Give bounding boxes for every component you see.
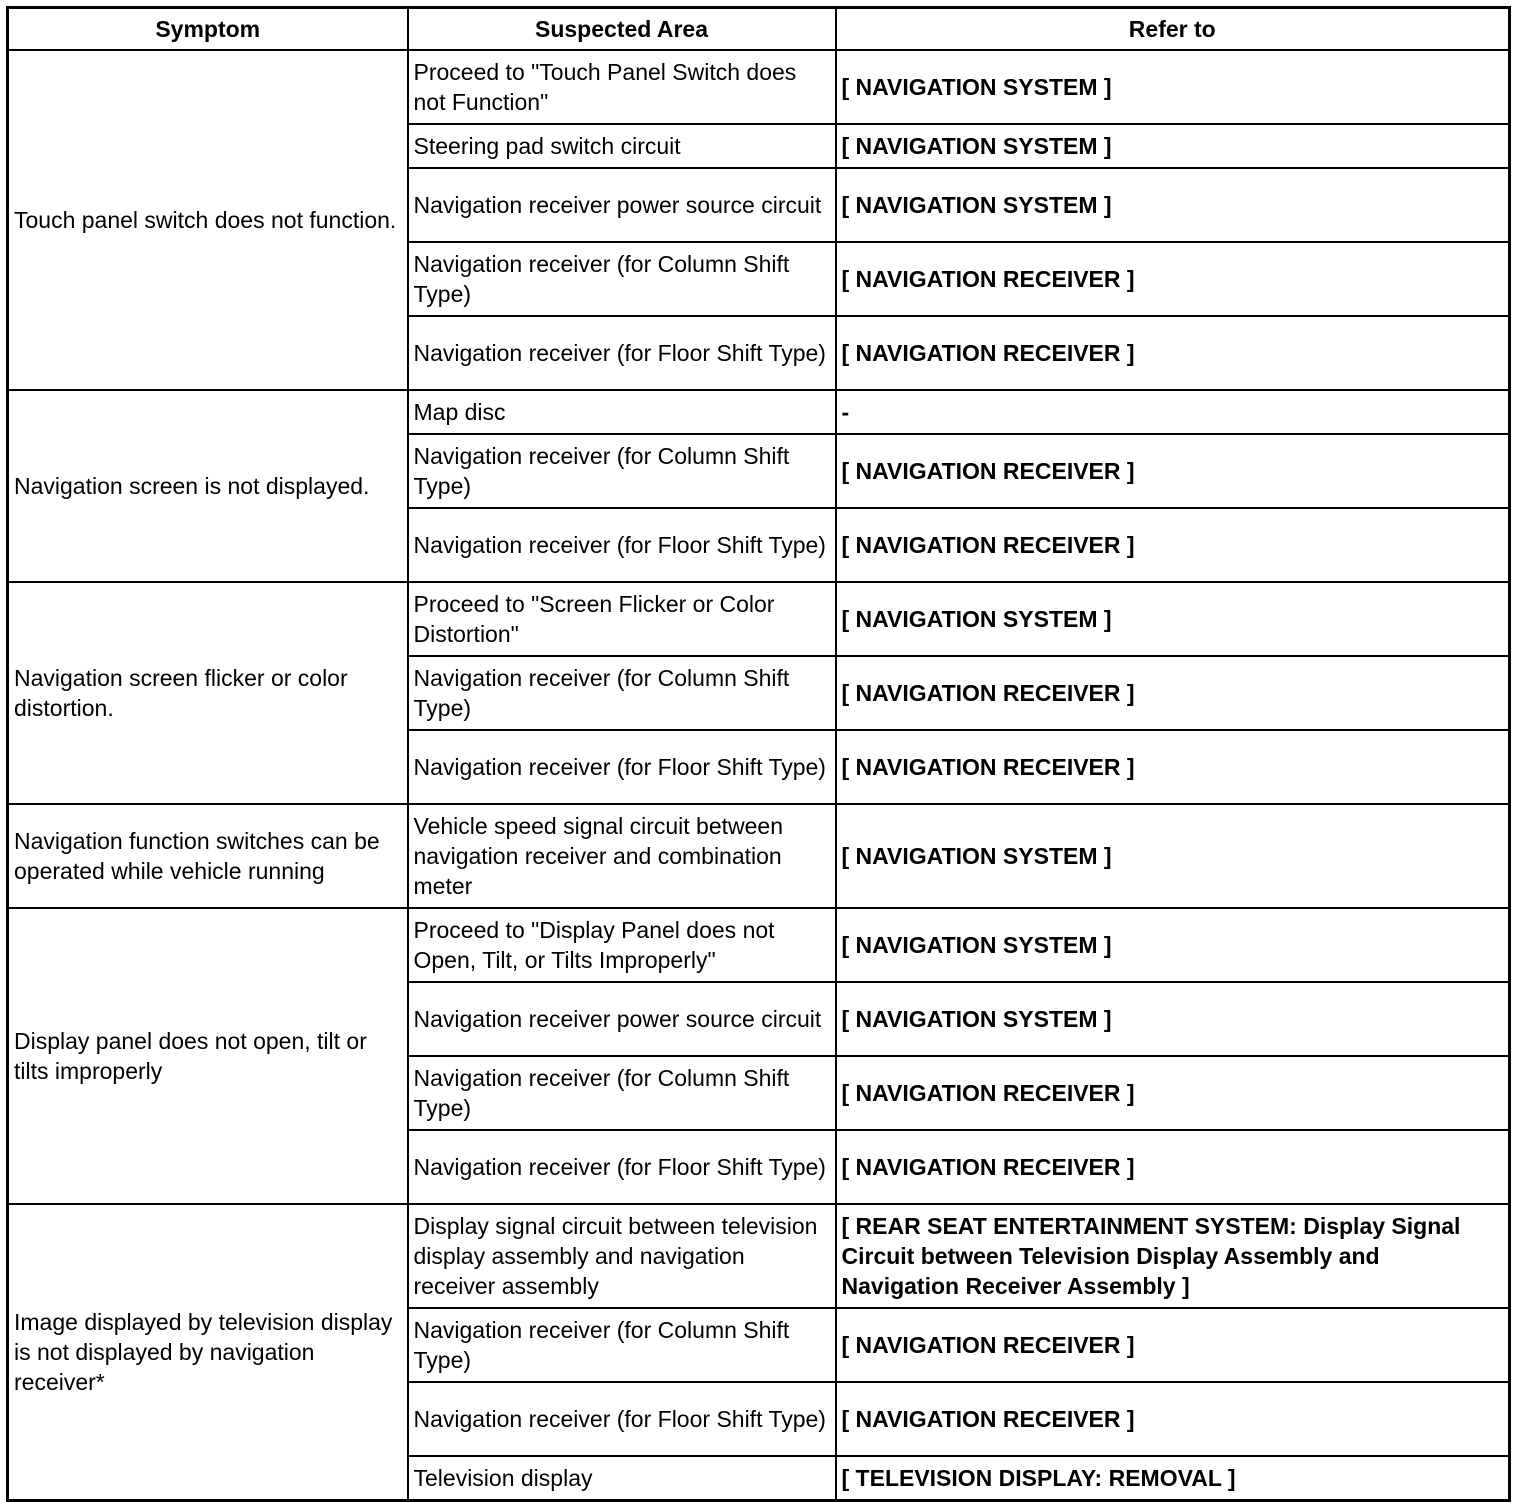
suspected-area-cell: Proceed to "Touch Panel Switch does not Function"	[408, 50, 836, 124]
refer-to-cell: [ NAVIGATION RECEIVER ]	[836, 508, 1510, 582]
refer-to-cell: -	[836, 390, 1510, 434]
suspected-area-cell: Navigation receiver (for Floor Shift Type)	[408, 730, 836, 804]
refer-to-cell: [ NAVIGATION SYSTEM ]	[836, 124, 1510, 168]
suspected-area-cell: Proceed to "Screen Flicker or Color Distortion"	[408, 582, 836, 656]
suspected-area-cell: Navigation receiver (for Floor Shift Type)	[408, 1130, 836, 1204]
suspected-area-cell: Navigation receiver (for Floor Shift Type)	[408, 1382, 836, 1456]
table-row	[8, 1204, 1510, 1308]
refer-to-cell: [ NAVIGATION RECEIVER ]	[836, 656, 1510, 730]
symptom-cell: Navigation screen flicker or color distortion.	[8, 582, 408, 804]
refer-to-cell: [ REAR SEAT ENTERTAINMENT SYSTEM: Display Signal Circuit between Television Display Assembly and Navigation Receiver Assembly ]	[836, 1204, 1510, 1308]
suspected-area-cell: Proceed to "Display Panel does not Open, Tilt, or Tilts Improperly"	[408, 908, 836, 982]
refer-to-cell: [ NAVIGATION SYSTEM ]	[836, 582, 1510, 656]
refer-to-cell: [ NAVIGATION RECEIVER ]	[836, 1308, 1510, 1382]
suspected-area-cell: Vehicle speed signal circuit between navigation receiver and combination meter	[408, 804, 836, 908]
suspected-area-cell: Navigation receiver power source circuit	[408, 168, 836, 242]
suspected-area-cell: Navigation receiver (for Column Shift Type)	[408, 242, 836, 316]
suspected-area-cell: Navigation receiver (for Column Shift Type)	[408, 1308, 836, 1382]
table-row	[8, 582, 1510, 656]
suspected-area-cell: Navigation receiver (for Column Shift Type)	[408, 1056, 836, 1130]
suspected-area-cell: Navigation receiver (for Floor Shift Type)	[408, 316, 836, 390]
refer-to-cell: [ NAVIGATION RECEIVER ]	[836, 1056, 1510, 1130]
table-row	[8, 804, 1510, 908]
symptom-cell: Image displayed by television display is not displayed by navigation receiver*	[8, 1204, 408, 1501]
symptom-cell: Touch panel switch does not function.	[8, 50, 408, 390]
suspected-area-cell: Navigation receiver (for Column Shift Type)	[408, 656, 836, 730]
header-row	[8, 8, 1510, 51]
refer-to-cell: [ NAVIGATION RECEIVER ]	[836, 434, 1510, 508]
suspected-area-cell: Display signal circuit between television display assembly and navigation receiver assembly	[408, 1204, 836, 1308]
refer-to-cell: [ NAVIGATION RECEIVER ]	[836, 242, 1510, 316]
header-refer-to: Refer to	[836, 8, 1510, 51]
refer-to-cell: [ NAVIGATION SYSTEM ]	[836, 804, 1510, 908]
symptom-cell: Display panel does not open, tilt or tilts improperly	[8, 908, 408, 1204]
refer-to-cell: [ NAVIGATION SYSTEM ]	[836, 168, 1510, 242]
suspected-area-cell: Steering pad switch circuit	[408, 124, 836, 168]
header-symptom: Symptom	[8, 8, 408, 51]
symptom-table	[6, 6, 1511, 1502]
suspected-area-cell: Navigation receiver (for Column Shift Type)	[408, 434, 836, 508]
suspected-area-cell: Television display	[408, 1456, 836, 1501]
refer-to-cell: [ TELEVISION DISPLAY: REMOVAL ]	[836, 1456, 1510, 1501]
suspected-area-cell: Navigation receiver power source circuit	[408, 982, 836, 1056]
header-suspected-area: Suspected Area	[408, 8, 836, 51]
refer-to-cell: [ NAVIGATION RECEIVER ]	[836, 1130, 1510, 1204]
refer-to-cell: [ NAVIGATION RECEIVER ]	[836, 730, 1510, 804]
refer-to-cell: [ NAVIGATION SYSTEM ]	[836, 908, 1510, 982]
refer-to-cell: [ NAVIGATION RECEIVER ]	[836, 1382, 1510, 1456]
table-row	[8, 390, 1510, 434]
symptom-cell: Navigation screen is not displayed.	[8, 390, 408, 582]
refer-to-cell: [ NAVIGATION RECEIVER ]	[836, 316, 1510, 390]
table-row	[8, 908, 1510, 982]
refer-to-cell: [ NAVIGATION SYSTEM ]	[836, 982, 1510, 1056]
refer-to-cell: [ NAVIGATION SYSTEM ]	[836, 50, 1510, 124]
suspected-area-cell: Navigation receiver (for Floor Shift Type)	[408, 508, 836, 582]
suspected-area-cell: Map disc	[408, 390, 836, 434]
table-row	[8, 50, 1510, 124]
symptom-cell: Navigation function switches can be operated while vehicle running	[8, 804, 408, 908]
